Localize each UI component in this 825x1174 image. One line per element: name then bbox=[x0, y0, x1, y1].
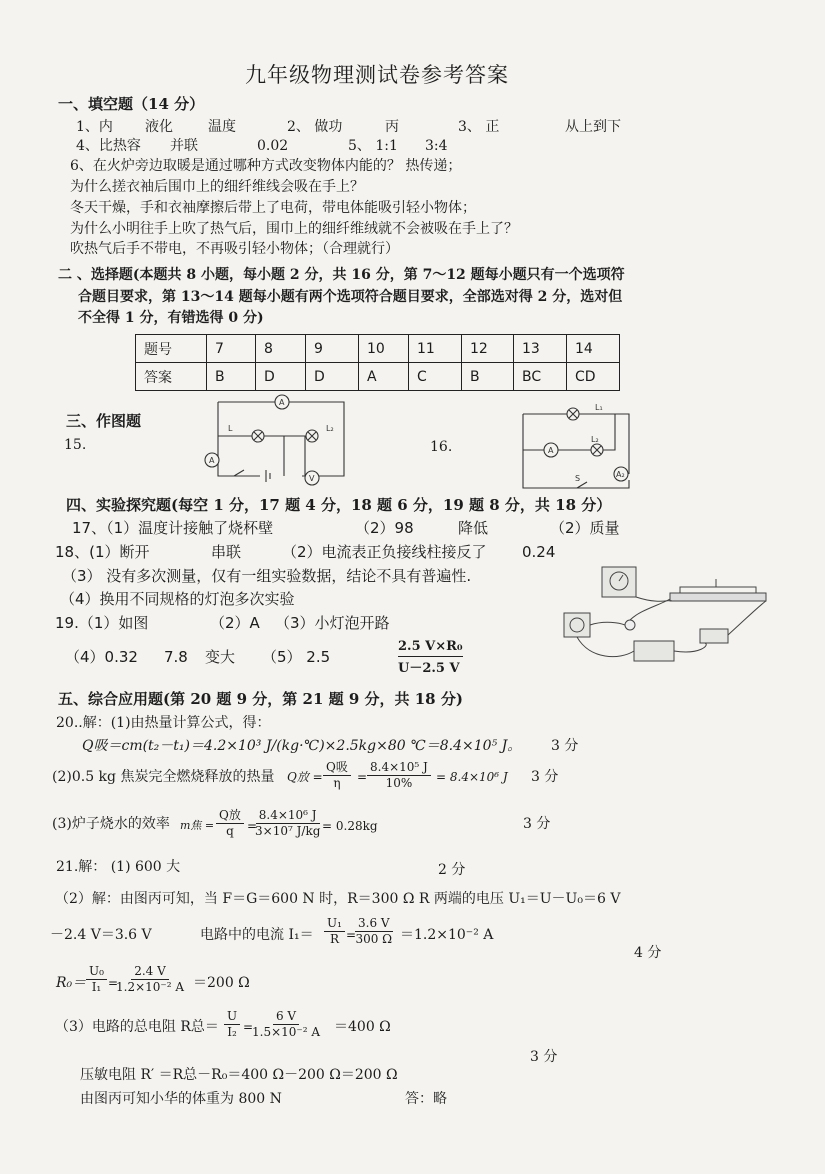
table-cell: CD bbox=[567, 363, 620, 391]
q21-score-2: 4 分 bbox=[634, 945, 662, 961]
q19-answer-5: 7.8 bbox=[164, 648, 188, 666]
table-cell: BC bbox=[514, 363, 567, 391]
fraction-numerator: Q放 bbox=[216, 808, 244, 824]
q15-label: 15. bbox=[64, 437, 87, 453]
q21-answer: 答：略 bbox=[405, 1091, 447, 1107]
fraction-denominator: I₁ bbox=[91, 980, 102, 994]
table-cell: 7 bbox=[207, 335, 256, 363]
section-2-heading-3: 不全得 1 分，有错选得 0 分) bbox=[78, 310, 264, 326]
q18-answer-1: 18、(1）断开 bbox=[55, 543, 150, 561]
q19-answer-1: 19.（1）如图 bbox=[55, 614, 149, 632]
section-2-heading-1: 二 、选择题(本题共 8 小题，每小题 2 分，共 16 分，第 7～12 题每小题只有一个选项符 bbox=[58, 267, 625, 283]
q20-fraction-2 bbox=[367, 760, 431, 791]
experiment-apparatus-image bbox=[560, 565, 805, 670]
q2-answer-b: 丙 bbox=[385, 119, 399, 135]
table-cell: 10 bbox=[359, 335, 409, 363]
table-cell: 题号 bbox=[136, 335, 207, 363]
q21-total-resistance-result: ＝400 Ω bbox=[334, 1019, 391, 1035]
table-cell: 答案 bbox=[136, 363, 207, 391]
q21-r0-result: ＝200 Ω bbox=[193, 975, 250, 991]
q19-answer-2: （2）A bbox=[210, 614, 260, 632]
q6-line-3: 冬天干燥，手和衣袖摩擦后带上了电荷，带电体能吸引轻小物体； bbox=[70, 200, 476, 216]
fraction-numerator: 3.6 V bbox=[355, 916, 393, 932]
q20-score-3: 3 分 bbox=[523, 816, 551, 832]
fraction-denominator: 1.5×10⁻² A bbox=[252, 1025, 321, 1039]
answer-table bbox=[135, 334, 620, 391]
ammeter-label: A bbox=[279, 398, 285, 407]
q17-answer-3: 降低 bbox=[458, 519, 489, 537]
table-cell: B bbox=[462, 363, 514, 391]
fraction-denominator: 10% bbox=[385, 776, 413, 790]
q16-label: 16. bbox=[430, 439, 453, 455]
ammeter-2-label: A bbox=[209, 456, 215, 465]
q19-answer-7: （5） 2.5 bbox=[262, 648, 331, 666]
q6-line-2: 为什么搓衣袖后围巾上的细纤维线会吸在手上？ bbox=[70, 179, 364, 195]
q19-fraction-numerator: 2.5 V×R₀ bbox=[398, 638, 463, 657]
lamp-1-label: L bbox=[228, 424, 233, 433]
fraction-numerator: U bbox=[224, 1009, 240, 1025]
q18-answer-6: （4）换用不同规格的灯泡多次实验 bbox=[60, 590, 295, 608]
table-cell: D bbox=[256, 363, 306, 391]
q20-score-2: 3 分 bbox=[531, 769, 559, 785]
table-cell: 12 bbox=[462, 335, 514, 363]
equals-sign: = bbox=[243, 1020, 254, 1034]
lamp-1-label: L₁ bbox=[595, 403, 603, 412]
q19-answer-6: 变大 bbox=[205, 648, 236, 666]
q19-answer-3: （3）小灯泡开路 bbox=[275, 614, 390, 632]
fraction-denominator: η bbox=[333, 776, 341, 790]
q20-part-3-result: = 0.28kg bbox=[322, 819, 378, 833]
section-4-heading: 四、实验探究题(每空 1 分，17 题 4 分，18 题 6 分，19 题 8 分，共 18 分） bbox=[66, 496, 612, 514]
table-cell: 13 bbox=[514, 335, 567, 363]
q21-r0-lhs: R₀＝ bbox=[56, 975, 87, 991]
q3-answer-a: 3、 正 bbox=[458, 119, 500, 135]
q18-answer-3: （2）电流表正负接线柱接反了 bbox=[282, 543, 487, 561]
q4-answer-c: 0.02 bbox=[257, 138, 289, 154]
lamp-2-label: L₂ bbox=[326, 424, 334, 433]
q21-part-1: 21.解： (1) 600 大 bbox=[56, 859, 181, 875]
q21-current-label: 电路中的电流 I₁＝ bbox=[200, 927, 314, 943]
q1-answer-c: 温度 bbox=[208, 119, 236, 135]
q21-fraction-4 bbox=[116, 964, 184, 995]
q19-fraction-denominator: U－2.5 V bbox=[398, 661, 460, 676]
q21-fraction-1 bbox=[324, 916, 345, 947]
q21-resistance-line: 压敏电阻 R′ ＝R总－R₀＝400 Ω－200 Ω＝200 Ω bbox=[80, 1067, 398, 1083]
q21-fraction-2 bbox=[355, 916, 393, 947]
equals-sign: = bbox=[357, 770, 368, 784]
q4-answer-b: 并联 bbox=[170, 138, 198, 154]
circuit-diagram-15 bbox=[200, 392, 350, 492]
equals-sign: = bbox=[108, 976, 119, 990]
q17-answer-2: （2）98 bbox=[355, 519, 414, 537]
q21-score-3: 3 分 bbox=[530, 1049, 558, 1065]
section-1-heading: 一、填空题（14 分） bbox=[58, 95, 205, 113]
q20-score-1: 3 分 bbox=[551, 738, 579, 754]
q1-answer-b: 液化 bbox=[145, 119, 173, 135]
equals-sign: = bbox=[346, 928, 357, 942]
lamp-2-label: L₂ bbox=[591, 435, 599, 444]
fraction-numerator: 2.4 V bbox=[131, 964, 169, 980]
table-cell: 8 bbox=[256, 335, 306, 363]
q6-line-1: 6、在火炉旁边取暖是通过哪种方式改变物体内能的？ 热传递； bbox=[70, 158, 462, 174]
switch-label: S bbox=[575, 474, 581, 483]
fraction-denominator: R bbox=[329, 932, 339, 946]
q20-part-2-lhs: Q放 = bbox=[287, 770, 323, 784]
q20-fraction-3 bbox=[216, 808, 244, 839]
fraction-denominator: 300 Ω bbox=[355, 932, 393, 946]
q21-part-3: （3）电路的总电阻 R总＝ bbox=[55, 1019, 219, 1035]
page-title: 九年级物理测试卷参考答案 bbox=[245, 63, 509, 87]
section-2-heading-2: 合题目要求，第 13～14 题每小题有两个选项符合题目要求，全部选对得 2 分，选对但 bbox=[78, 289, 623, 305]
fraction-denominator: 1.2×10⁻² A bbox=[116, 980, 185, 994]
fraction-numerator: Q吸 bbox=[323, 760, 351, 776]
q20-part-3-lhs: m焦 = bbox=[180, 819, 215, 832]
q6-line-4: 为什么小明往手上吹了热气后，围巾上的细纤维绒就不会被吸在手上了？ bbox=[70, 221, 518, 237]
fraction-numerator: 6 V bbox=[273, 1009, 299, 1025]
q18-answer-2: 串联 bbox=[211, 543, 242, 561]
q21-part-2-line-1: （2）解：由图丙可知，当 F＝G＝600 N 时，R＝300 Ω R 两端的电压 U₁＝U－U₀＝6 V bbox=[55, 891, 621, 907]
q17-answer-1: 17、（1）温度计接触了烧杯壁 bbox=[72, 519, 274, 537]
fraction-numerator: U₀ bbox=[86, 964, 107, 980]
voltmeter-label: V bbox=[309, 474, 315, 483]
section-3-heading: 三、作图题 bbox=[66, 412, 142, 430]
table-cell: B bbox=[207, 363, 256, 391]
q21-current-result: ＝1.2×10⁻² A bbox=[400, 927, 494, 943]
fraction-numerator: 8.4×10⁵ J bbox=[367, 760, 431, 776]
q18-answer-4: 0.24 bbox=[522, 543, 556, 561]
section-5-heading: 五、综合应用题(第 20 题 9 分，第 21 题 9 分，共 18 分) bbox=[58, 690, 463, 708]
table-row bbox=[136, 363, 620, 391]
equals-sign: = bbox=[247, 819, 258, 833]
fraction-numerator: U₁ bbox=[324, 916, 345, 932]
q21-score-1: 2 分 bbox=[438, 862, 466, 878]
q21-fraction-6 bbox=[252, 1009, 320, 1040]
ammeter-2-label: A₂ bbox=[616, 470, 625, 479]
fraction-denominator: I₂ bbox=[227, 1025, 237, 1039]
q21-fraction-5 bbox=[224, 1009, 240, 1040]
table-cell: 14 bbox=[567, 335, 620, 363]
q20-fraction-1 bbox=[323, 760, 351, 791]
fraction-denominator: 3×10⁷ J/kg bbox=[255, 824, 321, 838]
q2-answer-a: 2、 做功 bbox=[287, 119, 343, 135]
q20-part-2: (2)0.5 kg 焦炭完全燃烧释放的热量 bbox=[52, 769, 275, 785]
q3-answer-b: 从上到下 bbox=[565, 119, 621, 135]
table-cell: C bbox=[409, 363, 462, 391]
q21-fraction-3 bbox=[86, 964, 107, 995]
table-cell: 9 bbox=[306, 335, 359, 363]
q18-answer-5: （3） 没有多次测量，仅有一组实验数据，结论不具有普遍性. bbox=[62, 567, 472, 585]
q5-answer-a: 5、 1:1 bbox=[348, 138, 398, 154]
q20-fraction-4 bbox=[255, 808, 320, 839]
q4-answer-a: 4、比热容 bbox=[76, 138, 141, 154]
q5-answer-b: 3:4 bbox=[425, 138, 448, 154]
table-cell: D bbox=[306, 363, 359, 391]
q1-answer-a: 1、内 bbox=[76, 119, 113, 135]
fraction-numerator: 8.4×10⁶ J bbox=[256, 808, 320, 824]
ammeter-label: A bbox=[548, 446, 554, 455]
table-row bbox=[136, 335, 620, 363]
q20-formula-1: Q吸＝cm(t₂－t₁)＝4.2×10³ J/(kg·℃)×2.5kg×80 ℃＝8.4×10⁵ J。 bbox=[82, 738, 522, 754]
q21-part-2-line-2: －2.4 V＝3.6 V bbox=[50, 927, 152, 943]
q20-part-2-result: = 8.4×10⁶ J bbox=[436, 770, 508, 784]
q17-answer-4: （2）质量 bbox=[550, 519, 620, 537]
circuit-diagram-16 bbox=[515, 400, 635, 495]
q20-part-3: (3)炉子烧水的效率 bbox=[52, 816, 170, 832]
table-cell: A bbox=[359, 363, 409, 391]
q6-line-5: 吹热气后手不带电，不再吸引轻小物体；（合理就行） bbox=[70, 241, 399, 257]
q20-intro: 20..解：(1)由热量计算公式，得： bbox=[56, 715, 271, 731]
q19-answer-4: （4）0.32 bbox=[65, 648, 138, 666]
table-cell: 11 bbox=[409, 335, 462, 363]
q21-weight-line: 由图丙可知小华的体重为 800 N bbox=[80, 1091, 282, 1107]
fraction-denominator: q bbox=[226, 824, 234, 838]
